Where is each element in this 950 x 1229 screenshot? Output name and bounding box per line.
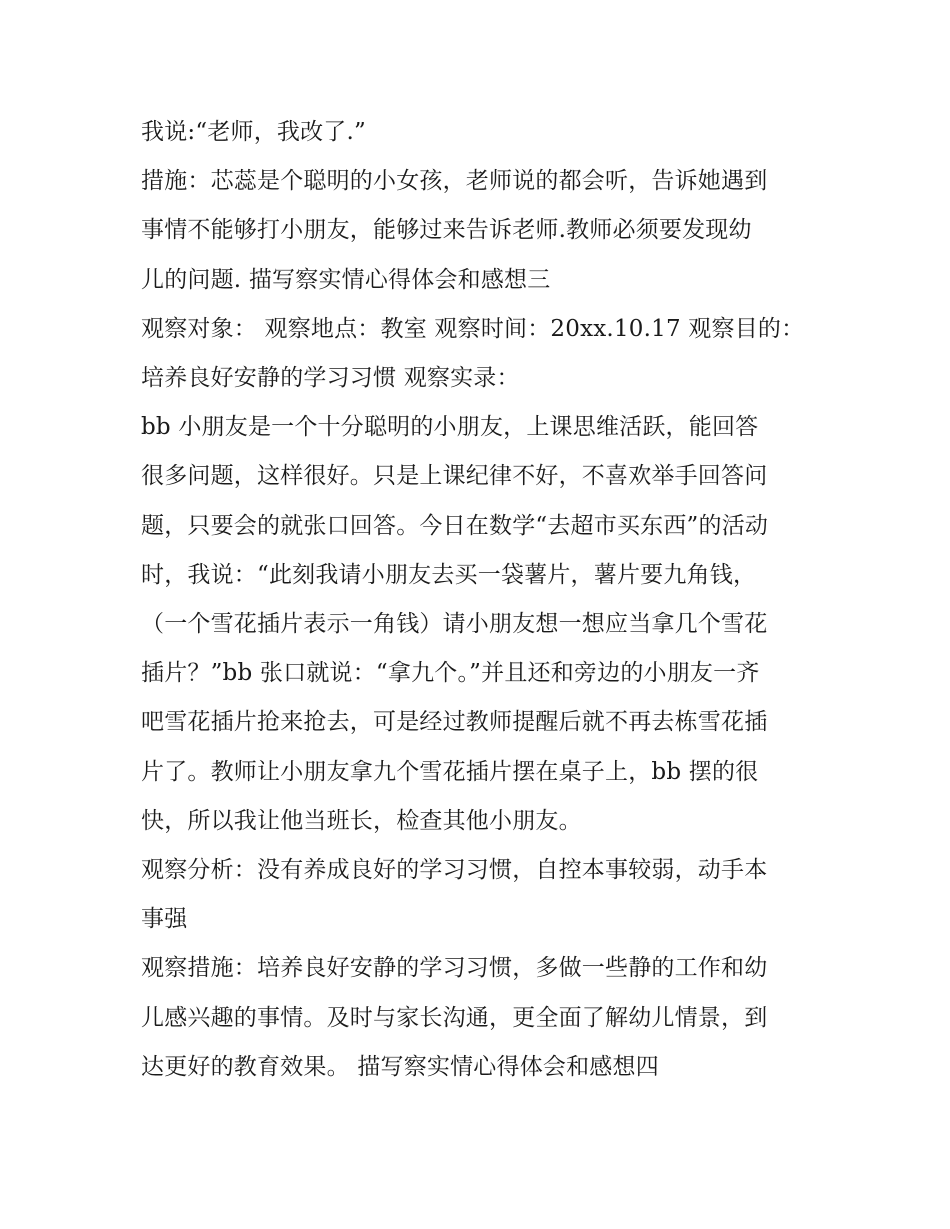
paragraph-teacher-quote: 我说:“老师，我改了.” [141,119,366,145]
paragraph-measures: 措施：芯蕊是个聪明的小女孩，老师说的都会听，告诉她遇到 事情不能够打小朋友，能够过来告诉老师.教师必须要发现幼 儿的问题. 描写察实情心得体会和感想三 [141,168,768,293]
paragraph-observation-info: 观察对象： 观察地点：教室 观察时间：20xx.10.17 观察目的： 培养良好安静的学习习惯 观察实录： [141,315,805,392]
paragraph-observation-measures: 观察措施：培养良好安静的学习习惯，多做一些静的工作和幼 儿感兴趣的事情。及时与家长沟通，更全面了解幼儿情景，到 达更好的教育效果。 描写察实情心得体会和感想四 [141,955,768,1080]
document-body [141,108,821,1092]
paragraph-observation-analysis: 观察分析：没有养成良好的学习习惯，自控本事较弱，动手本 事强 [141,857,768,933]
paragraph-observation-record: bb 小朋友是一个十分聪明的小朋友，上课思维活跃，能回答 很多问题，这样很好。只是上课纪律不好，不喜欢举手回答问 题，只要会的就张口回答。今日在数学“去超市买东西”的活动 时，我说：“此刻我请小朋友去买一袋薯片，薯片要九角钱， （一个雪花插片表示一角钱）请小朋友想一想应当拿几个雪花 插片？”bb 张口就说：“拿九个。”并且还和旁边的小朋友一齐 吧雪花插片抢来抢去，可是经过教师提醒后就不再去栋雪花插 片了。教师让小朋友拿九个雪花插片摆在桌子上，bb 摆的很 快，所以我让他当班长，检查其他小朋友。 [141,414,769,834]
